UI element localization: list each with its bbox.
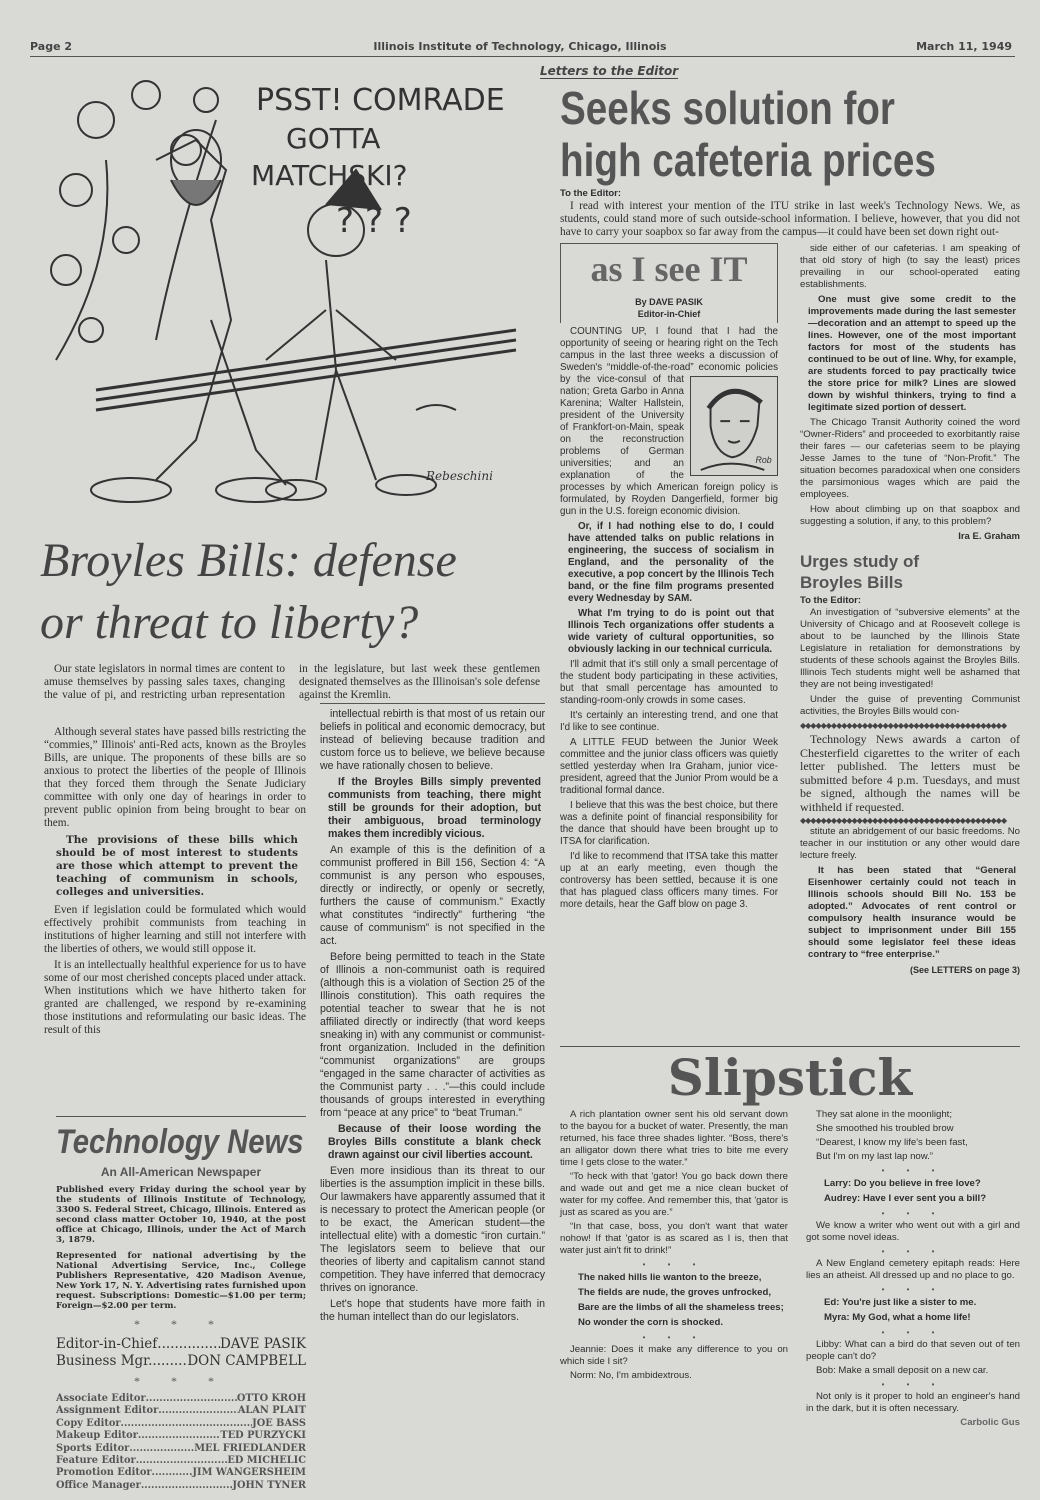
- staff-name: DON CAMPBELL: [187, 1353, 306, 1369]
- masthead-tagline: An All-American Newspaper: [100, 1165, 262, 1179]
- letter-headline: [560, 82, 1020, 186]
- paragraph: What I'm trying to do is point out that Illinois Tech organizations offer students a wide variety of cultural opportunities, so obviously lacking in our technical curricula.: [568, 608, 774, 655]
- diamond-divider: ◆◆◆◆◆◆◆◆◆◆◆◆◆◆◆◆◆◆◆◆◆◆◆◆◆◆◆◆◆◆◆◆◆◆◆◆◆◆◆◆: [800, 816, 1007, 825]
- publication-info: Published every Friday during the school year by the students of Illinois Institute of Technology, 3300 S. Federal Street, Chicago, Illinois. Entered as second class matter October 10, 1940, at the post office at Chicago, Illinois, under the Act of March 3, 1879.: [56, 1185, 306, 1245]
- staff-row: [56, 1455, 306, 1467]
- paragraph: How about climbing up on that soapbox and suggesting a solution, if any, to this problem?: [800, 504, 1020, 527]
- column-box: [560, 243, 778, 296]
- staff-row: [56, 1418, 306, 1430]
- leader-dots: [146, 1393, 237, 1405]
- second-letter-paragraphs: [800, 607, 1020, 718]
- right-area: [560, 82, 1020, 1429]
- leader-dots: [158, 1405, 238, 1417]
- letter-signature: Ira E. Graham: [958, 531, 1020, 542]
- headline-line-1: Seeks solution for: [560, 82, 895, 134]
- leader-dots: [141, 1480, 233, 1492]
- paragraph: It has been stated that “General Eisenhower certainly could not teach in Illinois schools should Bill No. 153 be adopted.” Advocates of rent control or compulsory health insurance would be subject to imprisonment under Bill 155 should some legislator feel these ideas contrary to “free enterprise.”: [808, 865, 1016, 960]
- stars-divider: * * *: [134, 1317, 228, 1331]
- separator: • • •: [881, 1328, 945, 1337]
- letter-continuation: [800, 826, 1020, 961]
- leader-dots: [157, 1336, 220, 1353]
- institution-name: Illinois Institute of Technology, Chicago, Illinois: [373, 40, 667, 53]
- leader-dots: [136, 1455, 228, 1467]
- staff-role: Copy Editor: [56, 1417, 121, 1429]
- paragraph: An investigation of “subversive elements” at the University of Chicago and at Roosevelt college is about to be launched by the Illinois State Legislature in retaliation for demonstrations by students of these schools against the Broyles Bills. Illinois Tech students might well be ashamed that they are not being investigated!: [800, 607, 1020, 690]
- page-number: Page 2: [30, 40, 73, 53]
- paragraph: Libby: What can a bird do that seven out of ten people can't do?: [806, 1339, 1020, 1362]
- editorial-left-column: [44, 726, 306, 1114]
- separator: • • •: [642, 1333, 706, 1342]
- letter-salutation: To the Editor:: [560, 188, 622, 199]
- paragraph: But I'm on my last lap now.”: [816, 1151, 934, 1162]
- staff-row: [56, 1467, 306, 1479]
- paragraph: Larry: Do you believe in free love?: [824, 1178, 981, 1189]
- separator: • • •: [881, 1166, 945, 1175]
- paragraph: It is an intellectually healthful experience for us to have some of our most cherished concepts placed under attack. When institutions which we have hitherto taken for granted are challenged, we respond by re-examining those institutions and reformulating our basic ideas. The result of this: [44, 959, 306, 1036]
- column-stack: [560, 243, 778, 1043]
- staff-row: [56, 1336, 306, 1353]
- slipstick-signature: Carbolic Gus: [960, 1417, 1020, 1428]
- leader-dots: [121, 1418, 253, 1430]
- paragraph: “Dearest, I know my life's been fast,: [816, 1137, 968, 1148]
- editorial-intro: [44, 663, 540, 704]
- stars-divider: * * *: [134, 1374, 228, 1388]
- paragraph: An example of this is the definition of a communist proffered in Bill 156, Section 4: “A communist is any person who espouses, directly or indirectly, or openly or secretly, furthers the cause of communism.” Exactly what constitutes “indirectly” furthering “the cause of communism” is not specified in the act.: [320, 844, 545, 947]
- top-staff: [56, 1336, 306, 1370]
- paragraph: side either of our cafeterias. I am speaking of that old story of high (to say the least) prices prevailing in our school-operated eating establishments.: [800, 243, 1020, 290]
- separator: • • •: [642, 1260, 706, 1269]
- paragraph: stitute an abridgement of our basic freedoms. No teacher in our institution or any other would dare lecture freely.: [800, 826, 1020, 861]
- paragraph: Jeannie: Does it make any difference to you on which side I sit?: [560, 1344, 788, 1367]
- slipstick-left-column: [560, 1109, 788, 1429]
- intro-paragraph: Our state legislators in normal times are content to amuse themselves by passing sales taxes, changing the value of pi, and restricting urban representation in the legislature, but last week these gentlemen designated themselves as the Illinoisan's sole defense against the Kremlin.: [44, 663, 540, 701]
- paragraph: Audrey: Have I ever sent you a bill?: [824, 1193, 987, 1204]
- railing: [96, 330, 516, 410]
- separator: • • •: [881, 1285, 945, 1294]
- paragraph: We know a writer who went out with a girl and got some novel ideas.: [806, 1220, 1020, 1243]
- staff-row: [56, 1430, 306, 1442]
- paragraph: A LITTLE FEUD between the Junior Week committee and the junior class officers was quietly settled yesterday when Ira Graham, junior vice-president, agreed that the Junior Prom would be a traditional formal dance.: [560, 737, 778, 796]
- staff-name: DAVE PASIK: [219, 1336, 306, 1352]
- paragraph: intellectual rebirth is that most of us retain our beliefs in political and economic democracy, but instead of believing because tradition and custom force us to believe, we believe because we have rationally chosen to believe.: [320, 708, 545, 772]
- diamond-divider: ◆◆◆◆◆◆◆◆◆◆◆◆◆◆◆◆◆◆◆◆◆◆◆◆◆◆◆◆◆◆◆◆◆◆◆◆◆◆◆◆: [800, 721, 1007, 730]
- second-salutation: To the Editor:: [800, 595, 862, 606]
- paragraph: The provisions of these bills which should be of most interest to students are those which attempt to prevent the teaching of communism in schools, colleges and universities.: [56, 834, 298, 898]
- paragraph: “In that case, boss, you don't want that water nohow! If that 'gator is as scared as I is, then that water just ain't fit to drink!”: [560, 1221, 788, 1256]
- flower-icon: [51, 81, 218, 360]
- paragraph: One must give some credit to the improvements made during the last semester—decoration and an attempt to speed up the lines. However, one of the most important factors for most of the students has continued to be out of line. Why, for example, are students forced to pay practically twice the store price for milk? Lines are slowed down by wishful thinkers, trying to find a legitimate sized portion of dessert.: [808, 294, 1016, 413]
- headline-line-2: Broyles Bills: [800, 573, 903, 592]
- paragraph: Not only is it proper to hold an engineer's hand in the dark, but it is often necessary.: [806, 1391, 1020, 1414]
- paragraph: Even more insidious than its threat to our liberties is the assumption implicit in these bills. Our lawmakers have apparently assumed that it is necessary to protect the American people (or to be exact, the American student—the intellectual elite) with a domestic “iron curtain.” The legislators seem to believe that our theories of liberty and capitalism cannot stand competition. They have inferred that democracy thrives on ignorance.: [320, 1165, 545, 1294]
- jump-link[interactable]: (See LETTERS on page 3): [909, 965, 1020, 975]
- paragraph: The naked hills lie wanton to the breeze,: [578, 1272, 762, 1283]
- leader-dots: [152, 1467, 193, 1479]
- headline-line-1: Urges study of: [800, 552, 920, 571]
- masthead-logo: Technology News: [56, 1123, 304, 1161]
- staff-role: Promotion Editor: [56, 1467, 152, 1479]
- headline-line-2: high cafeteria prices: [560, 134, 936, 186]
- paragraph: Even if legislation could be formulated which would effectively prohibit communists from teaching in institutions of higher learning and still not interfere with the liberties of others, we would still oppose it.: [44, 904, 306, 955]
- staff-role: Assignment Editor: [56, 1405, 159, 1417]
- paragraph: Myra: My God, what a home life!: [824, 1312, 971, 1323]
- staff-role: Business Mgr.: [56, 1353, 153, 1369]
- section-label: Letters to the Editor: [540, 64, 679, 78]
- paragraph: Although several states have passed bills restricting the “commies,” Illinois' anti-Red acts, known as the Broyles Bills, are unique. The proponents of these bills are so anxious to protect the liberties of the people of Illinois that they forced them through the Senate Judiciary committee with only one day of hearings in order to prevent public opinion from being brought to bear on them.: [44, 726, 306, 829]
- letters-notice: Technology News awards a carton of Chesterfield cigarettes to the writer of each letter published. The letters must be submitted before 4 p.m. Tuesdays, and must be signed, although the names will be withheld if requested.: [800, 732, 1020, 814]
- staff-row: [56, 1353, 306, 1370]
- second-letter-headline: [800, 551, 1020, 593]
- paragraph: Ed: You're just like a sister to me.: [824, 1297, 977, 1308]
- editorial-mid-column: [320, 708, 545, 1327]
- byline-role: Editor-in-Chief: [637, 309, 701, 319]
- leader-dots: [152, 1353, 187, 1370]
- editorial-headline: [40, 530, 540, 654]
- staff-name: JOHN TYNER: [232, 1479, 306, 1491]
- masthead-rule: [56, 1116, 306, 1117]
- paragraph: I believe that this was the best choice, but there was a definite point of financial responsibility for the dance that should have been brought up to ITSA for clarification.: [560, 800, 778, 847]
- separator: • • •: [881, 1209, 945, 1218]
- paragraph: A rich plantation owner sent his old servant down to the bayou for a bucket of water. Presently, the man returned, his face three shades lighter. “Boss, there's an alligator down there what tries to bite me every time I gets close to the water.”: [560, 1109, 788, 1168]
- editorial-left-stack: [44, 726, 306, 1492]
- slipstick-right-column: [806, 1109, 1020, 1429]
- staff-role: Associate Editor: [56, 1393, 146, 1404]
- paragraph: It's certainly an interesting trend, and one that I'd like to see continue.: [560, 710, 778, 733]
- staff-role: Feature Editor: [56, 1455, 136, 1467]
- portrait-signature: Rob: [755, 455, 772, 466]
- staff-list: [56, 1393, 306, 1492]
- cartoon-caption-1: PSST! COMRADE: [256, 83, 505, 118]
- staff-row: [56, 1480, 306, 1492]
- staff-name: JOE BASS: [252, 1417, 306, 1429]
- author-portrait: [690, 376, 778, 476]
- editorial-cartoon: [36, 60, 526, 520]
- slipstick-title: Slipstick: [667, 1048, 913, 1107]
- paragraph: Under the guise of preventing Communist activities, the Broyles Bills would con-: [800, 694, 1020, 717]
- staff-row: [56, 1393, 306, 1405]
- paragraph: Before being permitted to teach in the State of Illinois a non-communist oath is required (although this is a violation of Section 25 of the Illinois constitution). This oath requires the potential teacher to swear that he is not affiliated directly or indirectly (that word keeps sneaking in) with any communist or communist-front organization. Included in the definition “communist organizations” are groups “engaged in the same character of activities as the Communist party . . .”—this could include thousands of groups interested in everything from “peace at any price” to “beat Truman.”: [320, 951, 545, 1119]
- headline-line-2: or threat to liberty?: [40, 596, 419, 649]
- paragraph: I'd like to recommend that ITSA take this matter up at an early meeting, even though the controversy has been settled, because it is one that has plagued class officers many times. For more details, hear the Gaff blow on page 3.: [560, 851, 778, 910]
- column-byline: [560, 296, 778, 323]
- staff-row: [56, 1405, 306, 1417]
- column-text: [560, 326, 778, 911]
- staff-row: [56, 1443, 306, 1455]
- letter-opening: I read with interest your mention of the ITU strike in last week's Technology News. We, as students, could stand more of such outside-school information. I believe, however, that you did not have to carry your soapbox so far away from the campus—it could have been set down right out-: [560, 200, 1020, 238]
- advertising-info: Represented for national advertising by the National Advertising Service, Inc., College Publishers Representative, 420 Madison Avenue, New York 17, N. Y. Advertising rates furnished upon request. Subscriptions: Domestic—$1.00 per term; Foreign—$2.00 per term.: [56, 1251, 306, 1311]
- paragraph: COUNTING UP, I found that I had the opportunity of seeing or hearing right on the Tech campus in the last three weeks a discussion of Sweden's “middle-of-the-road” economic policies by the vice-consul of that nation; Greta Garbo in Anna Karenina; Walter Hallstein, president of the University of Frankfort-on-Main, speak on the reconstruction problems of German universities; and an explanation of the processes by which American foreign policy is formulated, by Royden Dangerfield, former big gun in the U.S. foreign economic division.: [560, 326, 778, 517]
- cartoon-signature: Rebeschini: [426, 469, 493, 483]
- slipstick-right-items: [806, 1109, 1020, 1415]
- staff-role: Sports Editor: [56, 1442, 130, 1454]
- staff-name: MEL FRIEDLANDER: [194, 1442, 306, 1454]
- column-rule: [320, 703, 545, 704]
- staff-name: OTTO KROH: [236, 1393, 306, 1404]
- staff-name: JIM WANGERSHEIM: [192, 1467, 306, 1479]
- staff-role: Office Manager: [56, 1479, 141, 1491]
- header-rule: [30, 56, 1015, 57]
- cartoon-caption-2: GOTTA: [286, 122, 381, 155]
- headline-line-1: Broyles Bills: defense: [40, 534, 457, 587]
- column-title: as I see IT: [590, 249, 748, 289]
- separator: • • •: [881, 1247, 945, 1256]
- byline: By DAVE PASIK: [635, 297, 703, 307]
- paragraph: I'll admit that it's still only a small percentage of the student body participating in these activities, but that small percentage has amounted to standing-room-only crowds in some cases.: [560, 659, 778, 706]
- masthead: [56, 1121, 306, 1492]
- paragraph: A New England cemetery epitaph reads: Here lies an atheist. All dressed up and no place to go.: [806, 1258, 1020, 1281]
- letter-continued: [800, 243, 1020, 1043]
- paragraph: Or, if I had nothing else to do, I could have attended talks on public relations in engineering, the success of socialism in England, and the personality of the executive, a pop concert by the Illinois Tech band, or the fine film programs presented every Wednesday by SAM.: [568, 521, 774, 604]
- separator: • • •: [881, 1380, 945, 1389]
- cartoon-caption-3: MATCHSKI?: [251, 159, 408, 192]
- paragraph: Bob: Make a small deposit on a new car.: [816, 1365, 989, 1376]
- leader-dots: [138, 1430, 221, 1442]
- paragraph: Because of their loose wording the Broyles Bills constitute a blank check drawn against our civil liberties account.: [328, 1123, 541, 1161]
- cartoon-question-marks: ? ? ?: [336, 201, 412, 241]
- portrait-icon: [691, 377, 777, 475]
- paragraph: The fields are nude, the groves unfrocked,: [578, 1287, 771, 1298]
- staff-name: ALAN PLAIT: [237, 1405, 306, 1417]
- staff-role: Editor-in-Chief: [56, 1336, 158, 1352]
- paragraph: The Chicago Transit Authority coined the word “Owner-Riders” and proceeded to exorbitantly raise their fares — our cafeterias seem to be playing Jesse James to the tune of “Non-Profit.” The situation becomes paradoxical when one considers the parsimonious wages which are paid the employees.: [800, 417, 1020, 500]
- paragraph: She smoothed his troubled brow: [816, 1123, 954, 1134]
- letter-paragraphs: [800, 243, 1020, 528]
- paragraph: Norm: No, I'm ambidextrous.: [570, 1370, 692, 1381]
- staff-role: Makeup Editor: [56, 1430, 138, 1442]
- paragraph: Bare are the limbs of all the shameless trees;: [578, 1302, 784, 1313]
- staff-name: TED PURZYCKI: [220, 1430, 306, 1442]
- issue-date: March 11, 1949: [916, 40, 1012, 53]
- letters-columns: [560, 243, 1020, 1043]
- paragraph: If the Broyles Bills simply prevented communists from teaching, there might still be grounds for their adoption, but their ambiguous, broad terminology makes them incredibly vicious.: [328, 776, 541, 840]
- paragraph: “To heck with that 'gator! You go back down there and wade out and get me a nice clean bucket of water for my coffee. And remember this, that 'gator is just as scared as you are.”: [560, 1171, 788, 1218]
- paragraph: No wonder the corn is shocked.: [578, 1317, 723, 1328]
- slipstick-columns: [560, 1109, 1020, 1429]
- paragraph: They sat alone in the moonlight;: [816, 1109, 952, 1120]
- paragraph: Let's hope that students have more faith in the human intellect than do our legislators.: [320, 1298, 545, 1323]
- staff-name: ED MICHELIC: [227, 1455, 306, 1467]
- leader-dots: [129, 1443, 194, 1455]
